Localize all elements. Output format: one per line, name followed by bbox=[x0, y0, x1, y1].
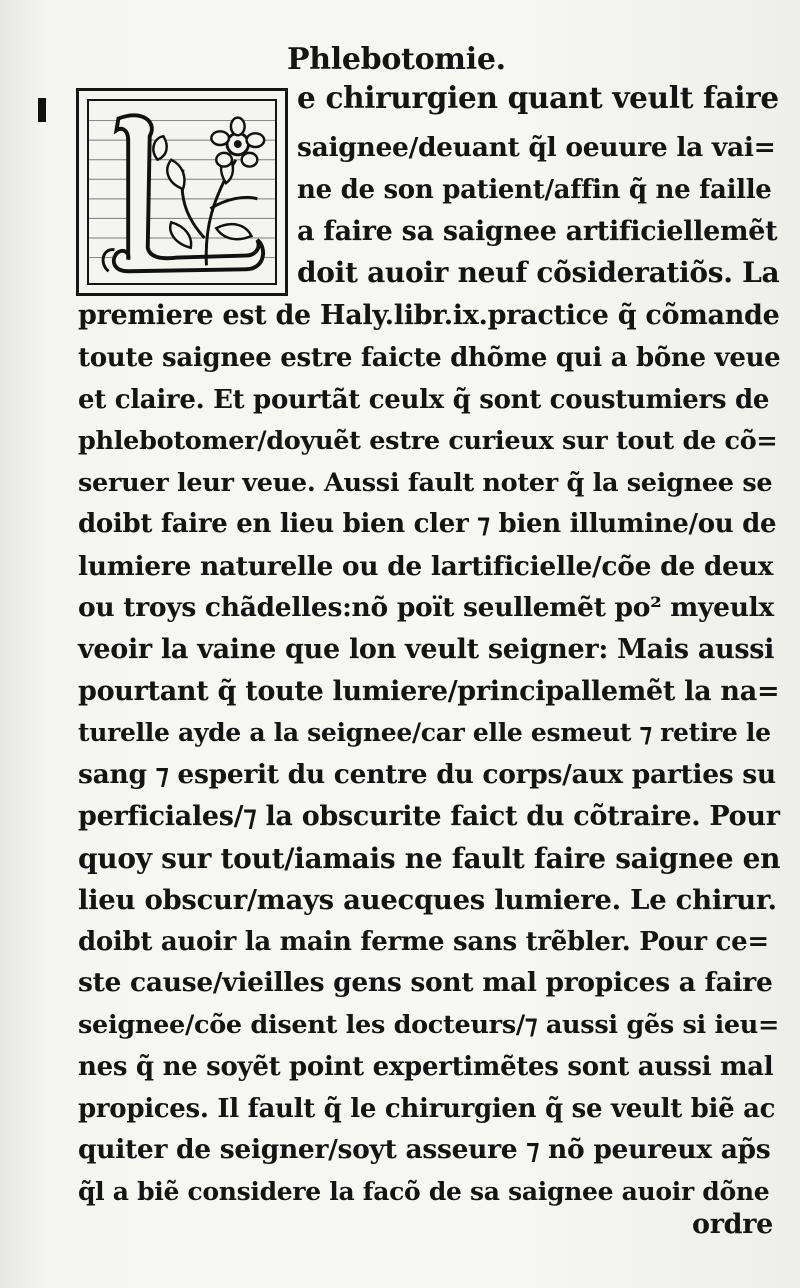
text-line: quoy sur tout/iamais ne fault faire saignee en bbox=[78, 842, 781, 875]
text-line: nes q̃ ne soyẽt point expertimẽtes sont aussi mal bbox=[78, 1052, 774, 1082]
text-line: veoir la vaine que lon veult seigner: Mais aussi bbox=[78, 634, 775, 665]
initial-frame bbox=[87, 99, 277, 285]
text-line: q̃l a biẽ considere la facõ de sa saignee auoir dõne bbox=[78, 1177, 770, 1206]
text-line: perficiales/⁊ la obscurite faict du cõtraire. Pour bbox=[78, 801, 780, 832]
text-line: phlebotomer/doyuẽt estre curieux sur tout de cõ= bbox=[78, 426, 778, 456]
text-line: lumiere naturelle ou de lartificielle/cõe de deux bbox=[78, 551, 774, 582]
text-line: e chirurgien quant veult faire bbox=[297, 80, 779, 115]
running-head: Phlebotomie. bbox=[287, 42, 506, 77]
text-line: ou troys chãdelles:nõ poït seullemẽt po² myeulx bbox=[78, 592, 774, 623]
text-line: turelle ayde a la seignee/car elle esmeut ⁊ retire le bbox=[78, 718, 771, 747]
text-line: premiere est de Haly.libr.ix.practice q̃ cõmande bbox=[78, 300, 780, 331]
text-line: a faire sa saignee artificiellemẽt bbox=[297, 216, 778, 247]
text-line: doit auoir neuf cõsideratiõs. La bbox=[297, 256, 780, 289]
decorated-initial-L bbox=[76, 88, 288, 296]
text-line: ne de son patient/affin q̃ ne faille bbox=[297, 175, 772, 205]
text-line: saignee/deuant q̃l oeuure la vai= bbox=[297, 132, 776, 163]
text-line: seruer leur veue. Aussi fault noter q̃ la seignee se bbox=[78, 468, 773, 498]
margin-paragraph-mark bbox=[38, 98, 46, 122]
text-line: pourtant q̃ toute lumiere/principallemẽt la na= bbox=[78, 676, 780, 707]
text-line: doibt faire en lieu bien cler ⁊ bien illumine/ou de bbox=[78, 509, 777, 539]
text-line: doibt auoir la main ferme sans trẽbler. Pour ce= bbox=[78, 927, 769, 957]
text-line: lieu obscur/mays auecques lumiere. Le chirur. bbox=[78, 884, 777, 916]
text-line: et claire. Et pourtãt ceulx q̃ sont coustumiers de bbox=[78, 385, 770, 415]
catchword: ordre bbox=[692, 1209, 774, 1240]
text-line: propices. Il fault q̃ le chirurgien q̃ se veult biẽ ac bbox=[78, 1094, 776, 1124]
woodcut-initial-L-icon bbox=[89, 101, 275, 283]
text-line: seignee/cõe disent les docteurs/⁊ aussi gẽs si ieu= bbox=[78, 1010, 780, 1040]
text-line: quiter de seigner/soyt asseure ⁊ nõ peureux ap̃s bbox=[78, 1134, 771, 1165]
text-line: sang ⁊ esperit du centre du corps/aux parties su bbox=[78, 759, 776, 790]
text-line: toute saignee estre faicte dhõme qui a bõne veue bbox=[78, 343, 781, 373]
text-line: ste cause/vieilles gens sont mal propices a faire bbox=[78, 967, 773, 998]
